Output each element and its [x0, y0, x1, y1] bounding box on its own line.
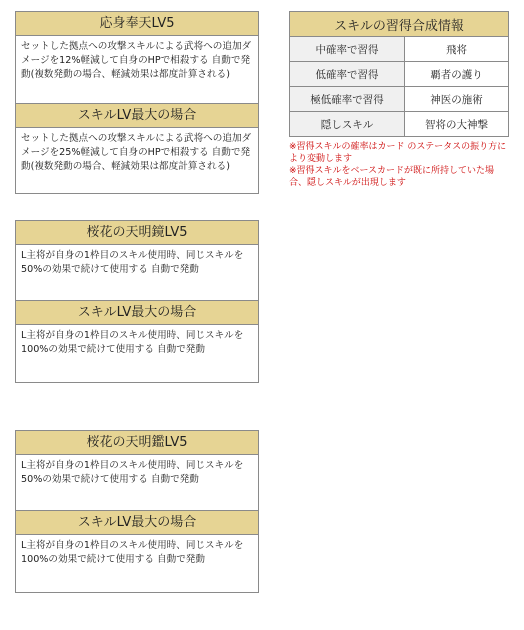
table-row — [290, 62, 509, 87]
skill-title: 応身奉天LV5 — [16, 12, 258, 36]
skill-max-title: スキルLV最大の場合 — [16, 511, 258, 535]
skill-box-ouka-tenmeikan — [15, 430, 259, 593]
row-value: 飛将 — [405, 37, 509, 62]
skill-max-title: スキルLV最大の場合 — [16, 104, 258, 128]
skill-box-oushin-houten — [15, 11, 259, 194]
row-label: 極低確率で習得 — [290, 87, 405, 112]
row-value: 神医の施術 — [405, 87, 509, 112]
row-label: 低確率で習得 — [290, 62, 405, 87]
table-row — [290, 87, 509, 112]
table-header-row — [290, 12, 509, 37]
skill-max-description: セットした拠点への攻撃スキルによる武将への追加ダメージを25%軽減して自身のHPで相殺する 自動で発動(複数発動の場合、軽減効果は都度計算される) — [21, 133, 252, 172]
skill-title: 桜花の天明鑑LV5 — [16, 431, 258, 455]
note-probability: ※習得スキルの確率はカード のステータスの振り方により変動します — [289, 142, 507, 164]
row-label: 隠しスキル — [290, 112, 405, 137]
table-row — [290, 112, 509, 137]
skill-acquisition-table — [289, 11, 509, 137]
row-label: 中確率で習得 — [290, 37, 405, 62]
skill-title: 桜花の天明鏡LV5 — [16, 221, 258, 245]
acquisition-title: スキルの習得合成情報 — [290, 12, 509, 37]
row-value: 智将の大神撃 — [405, 112, 509, 137]
skill-description: L主将が自身の1枠目のスキル使用時、同じスキルを50%の効果で続けて使用する 自動で発動 — [16, 455, 258, 511]
note-hidden-skill: ※習得スキルをベースカードが既に所持していた場合、隠しスキルが出現します — [289, 166, 495, 188]
skill-max-description: L主将が自身の1枠目のスキル使用時、同じスキルを100%の効果で続けて使用する 自動で発動 — [21, 540, 244, 565]
skill-max-title: スキルLV最大の場合 — [16, 301, 258, 325]
skill-description: セットした拠点への攻撃スキルによる武将への追加ダメージを12%軽減して自身のHPで相殺する 自動で発動(複数発動の場合、軽減効果は都度計算される) — [16, 36, 258, 104]
table-row — [290, 37, 509, 62]
acquisition-notes — [289, 141, 511, 189]
skill-box-ouka-tenmeikyou — [15, 220, 259, 383]
skill-description: L主将が自身の1枠目のスキル使用時、同じスキルを50%の効果で続けて使用する 自動で発動 — [16, 245, 258, 301]
skill-max-description: L主将が自身の1枠目のスキル使用時、同じスキルを100%の効果で続けて使用する 自動で発動 — [21, 330, 244, 355]
row-value: 覇者の護り — [405, 62, 509, 87]
